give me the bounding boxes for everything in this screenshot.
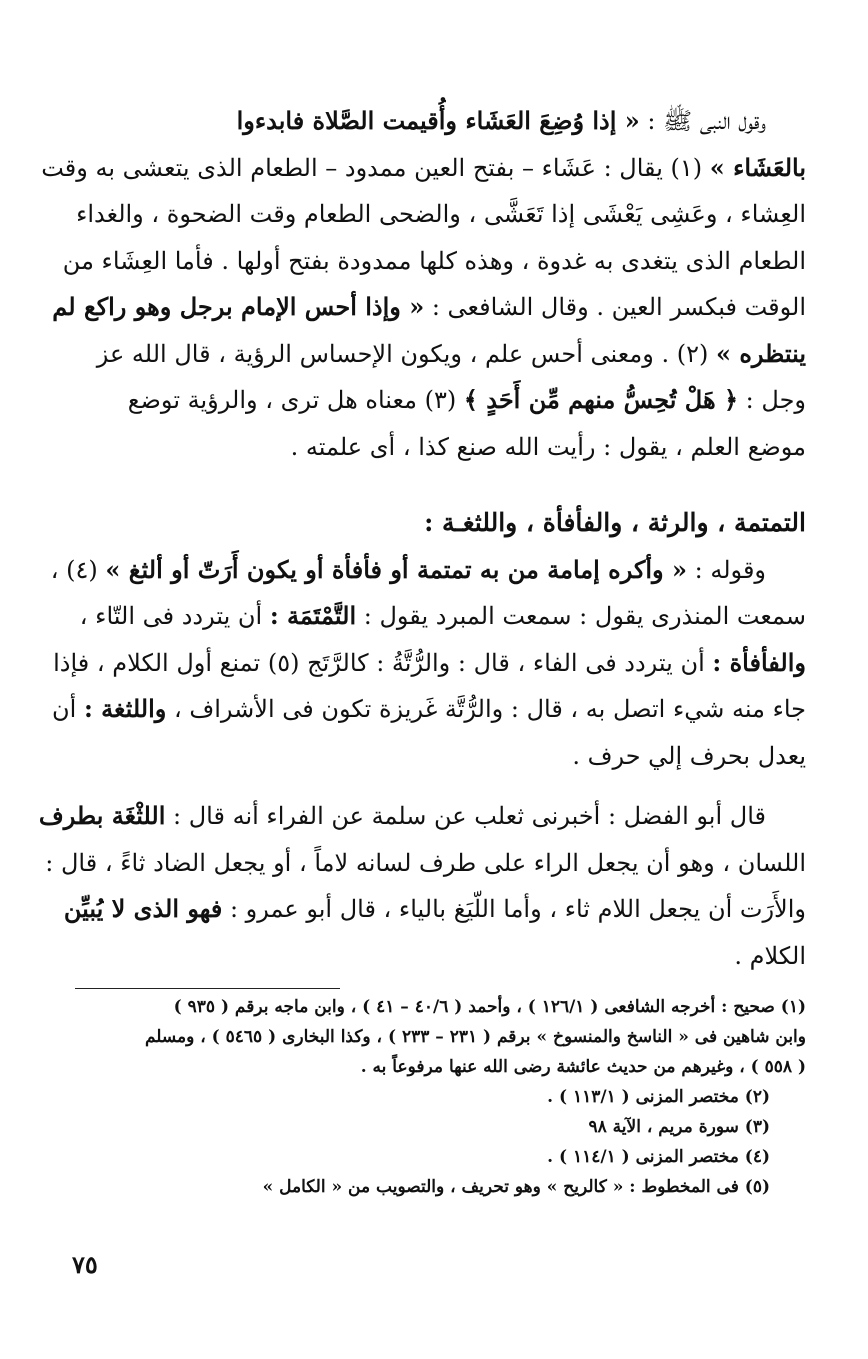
text-run: وقول النبى ﷺ : <box>639 107 766 135</box>
text-line: اللسان ، وهو أن يجعل الراء على طرف لسانه لاماً ، أو يجعل الضاد ثاءً ، قال : <box>45 848 806 877</box>
text-line <box>50 547 806 594</box>
text-run: (٢) . ومعنى أحس علم ، ويكون الإحساس الرؤية ، قال الله عز <box>96 339 716 368</box>
hadith-quote: « إذا وُضِعَ العَشَاء وأُقيمت الصَّلاة فابدءوا <box>236 106 640 135</box>
text-run: (٤) ، <box>50 555 106 584</box>
text-line: العِشاء ، وعَشِى يَعْشَى إذا تَعَشَّى ، والضحى الطعام وقت الضحوة ، والغداء <box>76 200 806 228</box>
footnote-line: ( ٥٥٨ ) ، وغيرهم من حديث عائشة رضى الله عنها مرفوعاً به . <box>360 1057 806 1077</box>
hadith-quote: بالعَشَاء » <box>709 152 806 182</box>
footnote-line: وابن شاهين فى « الناسخ والمنسوخ » برقم ( ٢٣١ – ٢٣٣ ) ، وكذا البخارى ( ٥٤٦٥ ) ، ومسلم <box>144 1027 806 1047</box>
shafii-quote: « وإذا أحس الإمام برجل وهو راكع لم <box>52 292 425 321</box>
text-run: سمعت المنذرى يقول : سمعت المبرد يقول : <box>356 602 806 630</box>
shafii-quote: « وأكره إمامة من به تمتمة أو فأفأة أو يكون أَرَتّ أو ألثغ » <box>105 554 688 584</box>
footnotes <box>58 992 806 1202</box>
text-run: جاء منه شيء اتصل به ، قال : والرُّتَّة غَريزة تكون فى الأشراف ، <box>166 695 806 723</box>
term: والفأفأة : <box>712 647 806 677</box>
text-line: موضع العلم ، يقول : رأيت الله صنع كذا ، أى علمته . <box>290 432 806 461</box>
term: التَّمْتَمَة : <box>269 601 357 630</box>
text-line <box>41 145 806 192</box>
section-speech-defects <box>38 500 806 979</box>
text-line: الكلام . <box>734 941 806 970</box>
term: اللثْغَة <box>111 801 166 830</box>
text-run: أن يتردد فى التّاء ، <box>79 602 270 630</box>
footnote-line: (٥) فى المخطوط : « كالريح » وهو تحريف ، والتصويب من « الكامل » <box>262 1177 770 1197</box>
footnote-line: (٢) مختصر المزنى ( ١١٣/١ ) . <box>547 1087 770 1107</box>
footnote-line: (١) صحيح : أخرجه الشافعى ( ١٢٦/١ ) ، وأحمد ( ٤٠/٦ – ٤١ ) ، وابن ماجه برقم ( ٩٣٥ ) <box>173 997 806 1017</box>
page-number: ٧٥ <box>72 1250 98 1279</box>
section-heading: التمتمة ، والرثة ، والفأفأة ، واللثغـة : <box>424 508 806 537</box>
text-line <box>52 284 806 331</box>
text-line <box>58 886 806 933</box>
text-line <box>58 593 806 640</box>
text-line <box>38 793 806 840</box>
term: واللثغة : <box>83 694 167 723</box>
text-line: الطعام الذى يتغدى به غدوة ، وهذه كلها ممدودة بفتح أولها . فأما العِشَاء من <box>62 246 806 275</box>
quote: فهو الذى لا يُبيِّن <box>63 894 223 923</box>
footnote-separator <box>75 988 340 989</box>
text-line <box>58 331 806 378</box>
text-run: (٣) معناه هل ترى ، والرؤية توضع <box>127 386 464 414</box>
quran-verse: ﴿ هَلْ تُحِسُّ منهم مِّن أَحَدٍ ﴾ <box>463 385 739 414</box>
text-line <box>53 640 806 687</box>
text-run: وقوله : <box>687 555 766 584</box>
text-run: والأَرَت أن يجعل اللام ثاء ، وأما اللّيَغ بالياء ، قال أبو عمرو : <box>222 895 806 923</box>
footnote-line: (٣) سورة مريم ، الآية ٩٨ <box>588 1117 770 1137</box>
text-run: بطرف <box>38 801 112 830</box>
text-line <box>52 686 806 733</box>
text-line <box>58 377 806 424</box>
footnote-line: (٤) مختصر المزنى ( ١١٤/١ ) . <box>547 1147 770 1167</box>
text-run: قال أبو الفضل : أخبرنى ثعلب عن سلمة عن الفراء أنه قال : <box>165 802 766 830</box>
text-run: (١) يقال : عَشَاء – بفتح العين ممدود – الطعام الذى يتعشى به وقت <box>41 153 710 182</box>
text-run: الوقت فبكسر العين . وقال الشافعى : <box>424 293 806 321</box>
paragraph-gap <box>58 779 806 793</box>
text-run: وجل : <box>738 386 806 414</box>
text-line <box>58 98 806 145</box>
text-run: أن <box>52 695 84 723</box>
text-line: يعدل بحرف إلي حرف . <box>572 741 806 770</box>
paragraph-eating-at-dinner <box>41 98 806 470</box>
shafii-quote: ينتظره » <box>715 338 806 368</box>
text-run: أن يتردد فى الفاء ، قال : والرُّتَّةُ : كالرَّتَج (٥) تمنع أول الكلام ، فإذا <box>53 648 713 677</box>
